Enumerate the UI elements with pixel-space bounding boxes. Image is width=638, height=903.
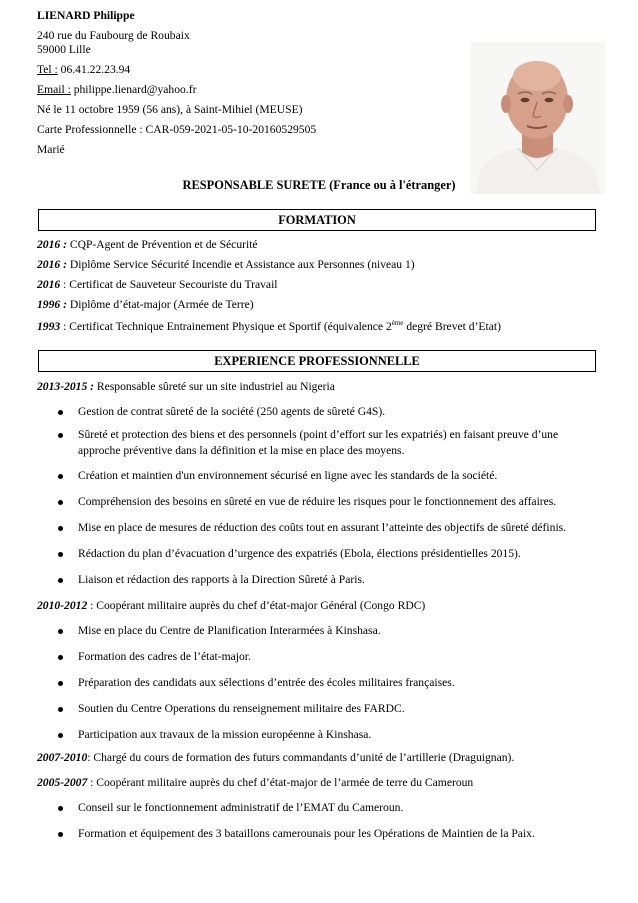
- list-item-text: Soutien du Centre Operations du renseignement militaire des FARDC.: [78, 702, 405, 715]
- email-label: Email :: [37, 83, 71, 96]
- phone-label: Tel :: [37, 63, 58, 76]
- formation-item: [37, 258, 617, 272]
- job-period: 2005-2007: [37, 776, 88, 789]
- bullet-icon: [58, 733, 63, 738]
- formation-item: [37, 298, 617, 312]
- list-item-text: Mise en place de mesures de réduction des coûts tout en assurant l’atteinte des objectifs de sûreté définis.: [78, 521, 567, 534]
- job-description: : Coopérant militaire auprès du chef d’état-major de l’armée de terre du Cameroun: [87, 776, 474, 789]
- list-item-text: Formation et équipement des 3 bataillons camerounais pour les Opérations de Maintien de la Paix.: [78, 827, 535, 840]
- bullet-icon: [58, 526, 63, 531]
- job-description: : Chargé du cours de formation des futurs commandants d’unité de l’artillerie (Draguignan).: [87, 751, 515, 764]
- portrait-photo: [470, 42, 605, 194]
- formation-year: 2016 :: [37, 238, 67, 251]
- email-line: [37, 83, 477, 97]
- job-description: : Coopérant militaire auprès du chef d’état-major Général (Congo RDC): [87, 599, 426, 612]
- formation-year: 2016 :: [37, 258, 67, 271]
- bullet-icon: [58, 500, 63, 505]
- bullet-icon: [58, 474, 63, 479]
- formation-item: [37, 320, 617, 334]
- list-item-text: Création et maintien d'un environnement sécurisé en ligne avec les standards de la société.: [78, 469, 498, 482]
- birth-info: Né le 11 octobre 1959 (56 ans), à Saint-Mihiel (MEUSE): [37, 103, 303, 116]
- contact-header: [37, 9, 477, 157]
- list-item-text: Participation aux travaux de la mission européenne à Kinshasa.: [78, 728, 372, 741]
- formation-text: CQP-Agent de Prévention et de Sécurité: [66, 238, 258, 251]
- bullet-icon: [58, 681, 63, 686]
- job-heading: [37, 599, 617, 613]
- list-item-text: Mise en place du Centre de Planification Interarmées à Kinshasa.: [78, 624, 381, 637]
- job-heading: [37, 776, 617, 790]
- candidate-name: LIENARD Philippe: [37, 9, 135, 22]
- formation-year: 1996 :: [37, 298, 67, 311]
- list-item-text: Sûreté et protection des biens et des personnels (point d’effort sur les expatriés) en faisant preuve d’une approche préventive dans la définition et la mise en place des moyens.: [78, 428, 559, 457]
- formation-text: Diplôme d’état-major (Armée de Terre): [66, 298, 254, 311]
- job-heading: [37, 380, 617, 394]
- formation-item: [37, 278, 617, 292]
- formation-year: 1993: [37, 320, 61, 333]
- bullet-icon: [58, 806, 63, 811]
- phone-line: [37, 63, 477, 77]
- list-item-text: Liaison et rédaction des rapports à la Direction Sûreté à Paris.: [78, 573, 365, 586]
- formation-text-end: degré Brevet d’Etat): [403, 320, 501, 333]
- job-period: 2013-2015 :: [37, 380, 94, 393]
- job-headline: RESPONSABLE SURETE (France ou à l'étranger): [182, 178, 456, 192]
- list-item-text: Formation des cadres de l’état-major.: [78, 650, 251, 663]
- address-line-2: 59000 Lille: [37, 43, 91, 56]
- formation-section-title: FORMATION: [38, 209, 596, 231]
- formation-text: : Certificat Technique Entrainement Physique et Sportif (équivalence 2: [60, 320, 392, 333]
- phone-value: 06.41.22.23.94: [57, 63, 131, 76]
- bullet-icon: [58, 433, 63, 438]
- marital-status: Marié: [37, 143, 65, 156]
- formation-year: 2016: [37, 278, 61, 291]
- formation-superscript: ème: [391, 319, 404, 328]
- formation-text: Diplôme Service Sécurité Incendie et Assistance aux Personnes (niveau 1): [66, 258, 415, 271]
- portrait-illustration: [470, 42, 605, 194]
- bullet-icon: [58, 410, 63, 415]
- job-heading: [37, 751, 617, 765]
- job-period: 2010-2012: [37, 599, 88, 612]
- list-item-text: Rédaction du plan d’évacuation d’urgence des expatriés (Ebola, élections présidentielles 2015).: [78, 547, 521, 560]
- professional-card: Carte Professionnelle : CAR-059-2021-05-10-20160529505: [37, 123, 317, 136]
- job-description: Responsable sûreté sur un site industriel au Nigeria: [94, 380, 335, 393]
- email-value: philippe.lienard@yahoo.fr: [70, 83, 197, 96]
- list-item-text: Préparation des candidats aux sélections d’entrée des écoles militaires françaises.: [78, 676, 455, 689]
- list-item-text: Conseil sur le fonctionnement administratif de l’EMAT du Cameroun.: [78, 801, 404, 814]
- bullet-icon: [58, 578, 63, 583]
- bullet-icon: [58, 629, 63, 634]
- formation-item: [37, 238, 617, 252]
- experience-section-title: EXPERIENCE PROFESSIONNELLE: [38, 350, 596, 372]
- list-item-text: Compréhension des besoins en sûreté en vue de réduire les risques pour le fonctionnement des affaires.: [78, 495, 557, 508]
- list-item-text: Gestion de contrat sûreté de la société (250 agents de sûreté G4S).: [78, 405, 386, 418]
- formation-text: : Certificat de Sauveteur Secouriste du Travail: [60, 278, 278, 291]
- address-line-1: 240 rue du Faubourg de Roubaix: [37, 29, 190, 42]
- bullet-icon: [58, 707, 63, 712]
- bullet-icon: [58, 832, 63, 837]
- job-period: 2007-2010: [37, 751, 88, 764]
- bullet-icon: [58, 552, 63, 557]
- bullet-icon: [58, 655, 63, 660]
